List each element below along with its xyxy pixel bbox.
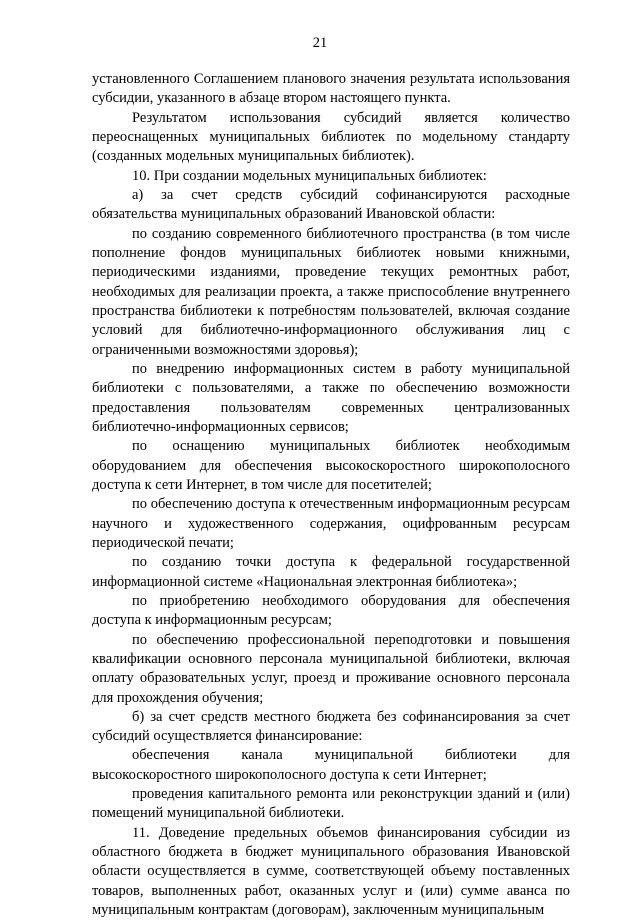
paragraph-11: по обеспечению профессиональной переподготовки и повышения квалификации основного персонала муниципальной библиотеки, включая оплату образовательных услуг, проезд и проживание основного персонала для прохождения обучения; [92, 631, 570, 706]
paragraph-15: 11. Доведение предельных объемов финансирования субсидии из областного бюджета в бюджет муниципального образования Ивановской области осуществляется в сумме, соответствующей объему поставленных товаров, выполненных работ, оказанных услуг и (или) сумме аванса по муниципальным контрактам (договорам), заключенным муниципальным [92, 824, 570, 919]
paragraph-14: проведения капитального ремонта или реконструкции зданий и (или) помещений муниципальной библиотеки. [92, 786, 570, 822]
document-body [92, 70, 570, 920]
paragraph-8: по обеспечению доступа к отечественным информационным ресурсам научного и художественного содержания, оцифрованным ресурсам периодической печати; [92, 496, 570, 551]
page-number: 21 [312, 35, 328, 51]
paragraph-6: по внедрению информационных систем в работу муниципальной библиотеки с пользователями, а также по обеспечению возможности предоставления пользователям современных централизованных библиотечно-информационных сервисов; [92, 360, 570, 435]
paragraph-2: Результатом использования субсидий является количество переоснащенных муниципальных библиотек по модельному стандарту (созданных модельных муниципальных библиотек). [92, 109, 570, 165]
paragraph-13: обеспечения канала муниципальной библиотеки для высокоскоростного широкополосного доступа к сети Интернет; [92, 747, 570, 783]
paragraph-12: б) за счет средств местного бюджета без софинансирования за счет субсидий осуществляется финансирование: [92, 708, 570, 745]
paragraph-9: по созданию точки доступа к федеральной государственной информационной системе «Национальная электронная библиотека»; [92, 554, 570, 590]
paragraph-3: 10. При создании модельных муниципальных библиотек: [132, 167, 487, 184]
paragraph-5: по созданию современного библиотечного пространства (в том числе пополнение фондов муниципальных библиотек новыми книжными, периодическими изданиями, проведение текущих ремонтных работ, необходимых для реализации проекта, а также приспособление внутреннего пространства библиотеки к потребностям пользователей, включая создание условий для библиотечно-информационного обслуживания лиц с ограниченными возможностями здоровья); [92, 225, 570, 358]
paragraph-4: а) за счет средств субсидий софинансируются расходные обязательства муниципальных образований Ивановской области: [92, 186, 570, 223]
paragraph-1: установленного Соглашением планового значения результата использования субсидии, указанного в абзаце втором настоящего пункта. [92, 71, 570, 107]
paragraph-7: по оснащению муниципальных библиотек необходимым оборудованием для обеспечения высокоскоростного широкополосного доступа к сети Интернет, в том числе для посетителей; [92, 438, 570, 493]
paragraph-10: по приобретению необходимого оборудования для обеспечения доступа к информационным ресурсам; [92, 592, 570, 629]
